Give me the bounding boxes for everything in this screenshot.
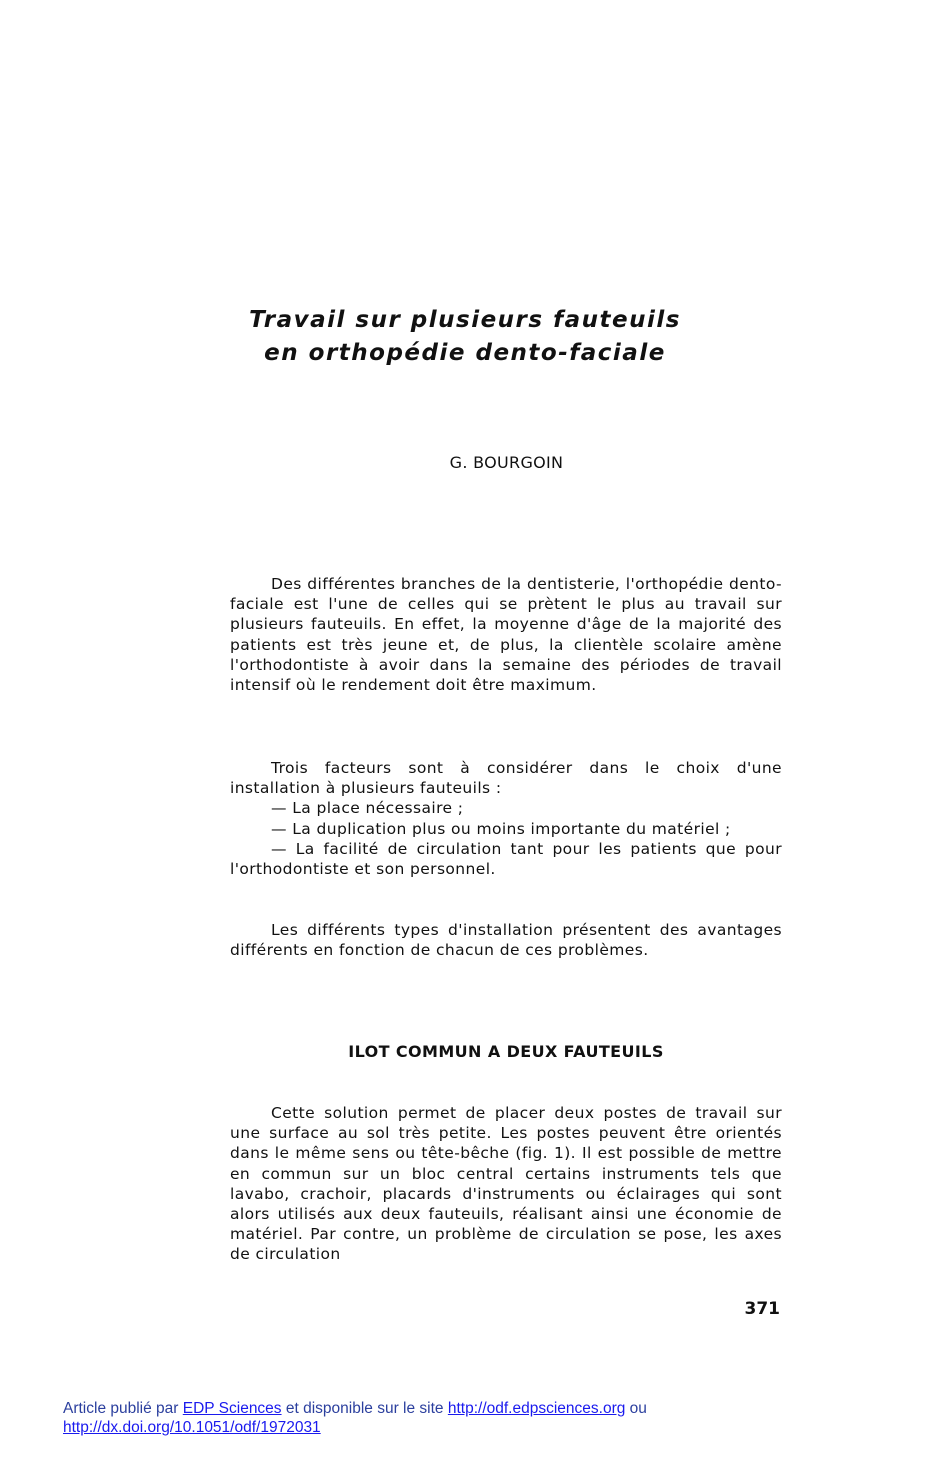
footer-text: et disponible sur le site — [281, 1400, 448, 1417]
page-title — [0, 304, 930, 370]
paragraph-intro — [230, 574, 782, 695]
author-name: G. BOURGOIN — [449, 453, 564, 472]
footer-text: ou — [625, 1400, 647, 1417]
paragraph-ilot — [230, 1103, 782, 1265]
list-item: — La place nécessaire ; — [271, 799, 464, 818]
paragraph-text: Des différentes branches de la dentisterie, l'orthopédie dento-faciale est l'une de celles qui se prètent le plus au travail sur plusieurs fauteuils. En effet, la moyenne d'âge de la majorité des patients est très jeune et, de plus, la clientèle scolaire amène l'orthodontiste à avoir dans la semaine des périodes de travail intensif où le rendement doit être maximum. — [230, 575, 782, 695]
journal-site-link[interactable]: http://odf.edpsciences.org — [447, 1400, 626, 1417]
paragraph-factors — [230, 758, 782, 879]
publisher-footer — [63, 1399, 863, 1437]
title-line-2: en orthopédie dento-faciale — [264, 340, 666, 366]
list-item: — La facilité de circulation tant pour les patients que pour l'orthodontiste et son personnel. — [230, 839, 782, 879]
title-line-1: Travail sur plusieurs fauteuils — [249, 307, 681, 333]
section-heading: ILOT COMMUN A DEUX FAUTEUILS — [348, 1042, 664, 1061]
edp-sciences-link[interactable]: EDP Sciences — [182, 1400, 282, 1417]
paragraph-types — [230, 920, 782, 960]
page-number: 371 — [744, 1299, 780, 1319]
doi-link[interactable]: http://dx.doi.org/10.1051/odf/1972031 — [63, 1419, 321, 1436]
paragraph-text: Trois facteurs sont à considérer dans le choix d'une installation à plusieurs fauteuils : — [230, 759, 782, 798]
footer-text: Article publié par — [63, 1400, 183, 1417]
list-item: — La duplication plus ou moins importante du matériel ; — [271, 819, 731, 838]
paragraph-text: Cette solution permet de placer deux postes de travail sur une surface au sol très petite. Les postes peuvent être orientés dans le même sens ou tête-bêche (fig. 1). Il est possible de mettre en commun sur un bloc central certains instruments tels que lavabo, crachoir, placards d'instruments ou éclairages qui sont alors utilisés aux deux fauteuils, réalisant ainsi une économie de matériel. Par contre, un problème de circulation se pose, les axes de circulation — [230, 1104, 782, 1264]
paragraph-text: Les différents types d'installation présentent des avantages différents en fonction de chacun de ces problèmes. — [230, 921, 782, 960]
